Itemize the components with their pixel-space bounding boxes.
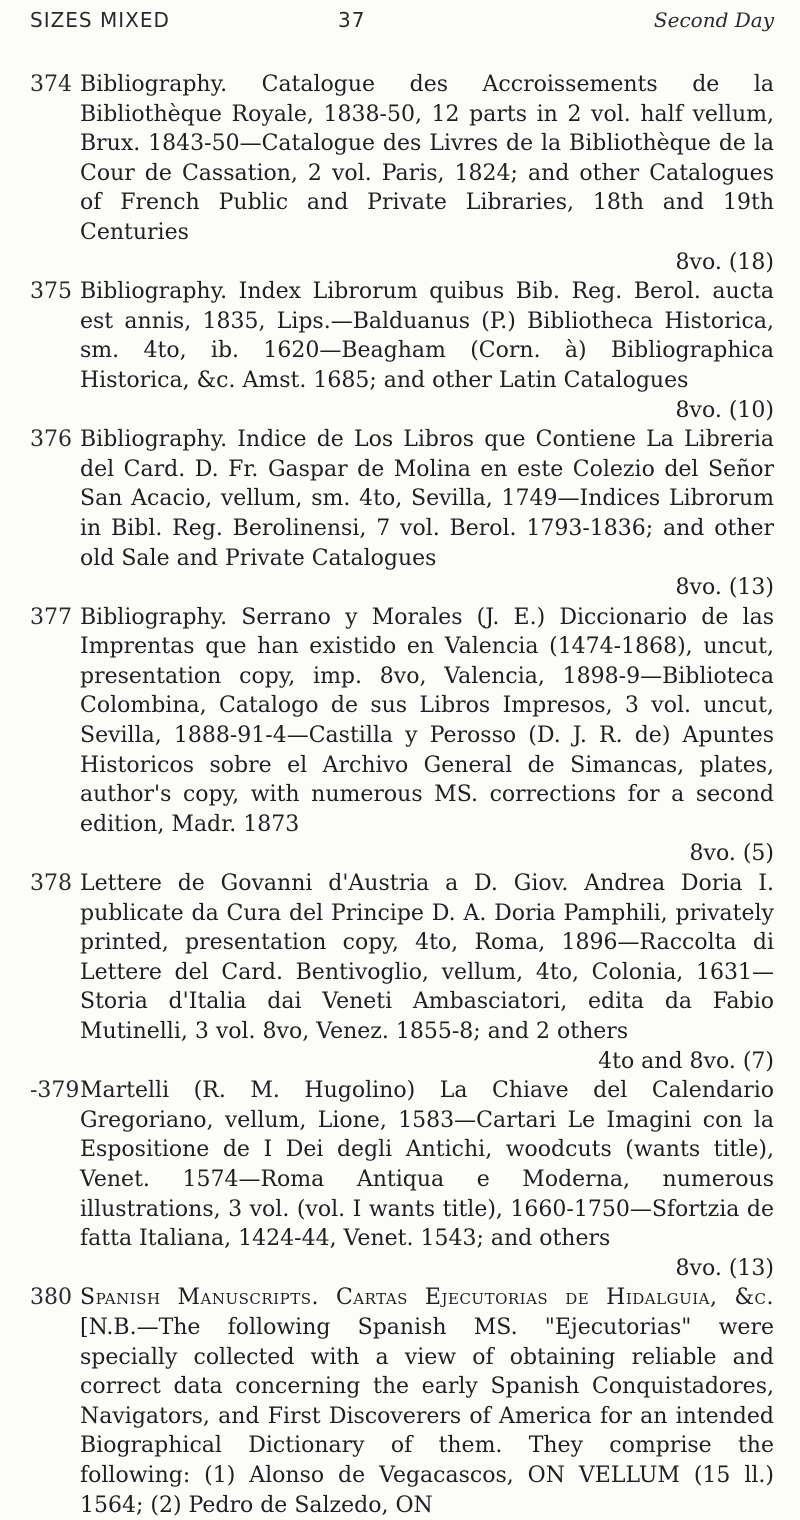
- catalogue-entry: [30, 1283, 774, 1520]
- entry-footer: [80, 396, 774, 426]
- entry-footer: [80, 248, 774, 278]
- entry-text: [N.B.—The following Spanish MS. "Ejecutorias" were specially collected with a view of obtaining reliable and correct data concerning the early Spanish Conquistadores, Navigators, and First Discoverers of America for an intended Biographical Dictionary of them. They comprise the following: (1) Alonso de Vegacascos, ON VELLUM (15 ll.) 1564; (2) Pedro de Salzedo, ON: [80, 1314, 774, 1518]
- catalogue-entries: [30, 70, 774, 1520]
- catalogue-entry: [30, 1076, 774, 1283]
- catalogue-entry: [30, 425, 774, 603]
- catalogue-entry: [30, 603, 774, 869]
- entry-heading: Spanish Manuscripts. Cartas Ejecutorias de Hidalguia, &c.: [80, 1285, 774, 1311]
- lot-number: 378: [30, 871, 72, 897]
- entry-count: (10): [728, 397, 774, 423]
- entry-footer: [80, 839, 774, 869]
- lot-number: -379: [30, 1078, 80, 1104]
- lot-number: 376: [30, 427, 72, 453]
- entry-format: 8vo.: [675, 1255, 722, 1281]
- entry-text: Martelli (R. M. Hugolino) La Chiave del Calendario Gregoriano, vellum, Lione, 1583—Cartari Le Imagini con la Espositione de I Dei degli Antichi, woodcuts (wants title), Venet. 1574—Roma Antiqua e Moderna, numerous illustrations, 3 vol. (vol. I wants title), 1660-1750—Sfortzia de fatta Italiana, 1424-44, Venet. 1543; and others: [80, 1078, 774, 1252]
- entry-format: 4to and 8vo.: [598, 1048, 736, 1074]
- entry-format: 8vo.: [689, 841, 736, 867]
- entry-text: Bibliography. Catalogue des Accroissements de la Bibliothèque Royale, 1838-50, 12 parts in 2 vol. half vellum, Brux. 1843-50—Catalogue des Livres de la Bibliothèque de la Cour de Cassation, 2 vol. Paris, 1824; and other Catalogues of French Public and Private Libraries, 18th and 19th Centuries: [80, 72, 774, 245]
- running-head-day: Second Day: [653, 8, 774, 32]
- entry-footer: [80, 1254, 774, 1284]
- entry-count: (13): [728, 1255, 774, 1281]
- running-head-section: SIZES MIXED: [30, 8, 170, 32]
- entry-text: Bibliography. Index Librorum quibus Bib. Reg. Berol. aucta est annis, 1835, Lips.—Balduanus (P.) Bibliotheca Historica, sm. 4to, ib. 1620—Beagham (Corn. à) Bibliographica Historica, &c. Amst. 1685; and other Latin Catalogues: [80, 279, 774, 393]
- entry-format: 8vo.: [675, 397, 722, 423]
- lot-number: 375: [30, 279, 72, 305]
- lot-number: 380: [30, 1285, 72, 1311]
- entry-text: Bibliography. Indice de Los Libros que Contiene La Libreria del Card. D. Fr. Gaspar de Molina en este Colezio del Señor San Acacio, vellum, sm. 4to, Sevilla, 1749—Indices Librorum in Bibl. Reg. Berolinensi, 7 vol. Berol. 1793-1836; and other old Sale and Private Catalogues: [80, 427, 774, 571]
- entry-footer: [80, 573, 774, 603]
- catalogue-entry: [30, 277, 774, 425]
- entry-count: (18): [728, 249, 774, 275]
- lot-number: 377: [30, 604, 72, 630]
- running-head: [30, 8, 774, 34]
- lot-number: 374: [30, 72, 72, 97]
- catalogue-entry: [30, 70, 774, 277]
- entry-count: (13): [728, 575, 774, 601]
- entry-format: 8vo.: [675, 249, 722, 275]
- entry-text: Bibliography. Serrano y Morales (J. E.) Diccionario de las Imprentas que han existido en Valencia (1474-1868), uncut, presentation copy, imp. 8vo, Valencia, 1898-9—Biblioteca Colombina, Catalogo de sus Libros Impresos, 3 vol. uncut, Sevilla, 1888-91-4—Castilla y Perosso (D. J. R. de) Apuntes Historicos sobre el Archivo General de Simancas, plates, author's copy, with numerous MS. corrections for a second edition, Madr. 1873: [80, 604, 774, 837]
- entry-footer: [80, 1047, 774, 1077]
- entry-format: 8vo.: [675, 575, 722, 601]
- catalogue-entry: [30, 869, 774, 1076]
- entry-count: (7): [742, 1048, 774, 1074]
- entry-text: Lettere de Govanni d'Austria a D. Giov. Andrea Doria I. publicate da Cura del Principe D. A. Doria Pamphili, privately printed, presentation copy, 4to, Roma, 1896—Raccolta di Lettere del Card. Bentivoglio, vellum, 4to, Colonia, 1631—Storia d'Italia dai Veneti Ambasciatori, edita da Fabio Mutinelli, 3 vol. 8vo, Venez. 1855-8; and 2 others: [80, 871, 774, 1044]
- entry-count: (5): [742, 841, 774, 867]
- page-number: 37: [338, 8, 366, 32]
